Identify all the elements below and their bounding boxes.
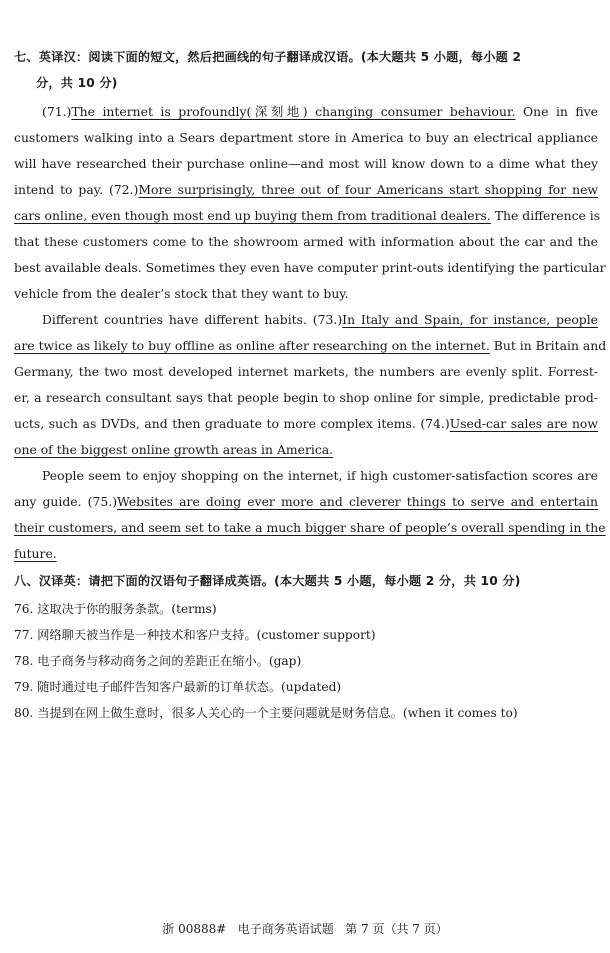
passage-line: are twice as likely to buy offline as online after researching on the internet. But in Britain and [14,338,607,353]
passage-line: er, a research consultant says that people begin to shop online for simple, predictable prod- [14,390,598,405]
question-76: 76. 这取决于你的服务条款。(terms) [14,602,217,616]
underlined-sentence-72: More surprisingly, three out of four Americans start shopping for new [138,182,599,197]
underlined-sentence-74: Used-car sales are now [449,416,598,431]
underlined-sentence-74-cont: one of the biggest online growth areas in America. [14,442,334,457]
section-7-heading-cont: 分，共 10 分) [36,76,118,90]
section-8-heading: 八、汉译英：请把下面的汉语句子翻译成英语。(本大题共 5 小题，每小题 2 分，共 10 分) [14,574,521,588]
passage-line: (71.)The internet is profoundly(深刻地) changing consumer behaviour. One in five [42,104,599,119]
question-77: 77. 网络聊天被当作是一种技术和客户支持。(customer support) [14,628,376,642]
underlined-sentence-75: Websites are doing ever more and cleverer things to serve and entertain [117,494,598,509]
page-footer: 浙 00888# 电子商务英语试题 第 7 页（共 7 页） [162,922,448,936]
underlined-sentence-75-end: future. [14,546,57,561]
passage-line: intend to pay. (72.)More surprisingly, three out of four Americans start shopping for new [14,182,599,197]
passage-line: cars online, even though most end up buying them from traditional dealers. The difference is [14,208,601,223]
passage-line: best available deals. Sometimes they even have computer print-outs identifying the particular [14,260,606,275]
underlined-sentence-75-cont: their customers, and seem set to take a much bigger share of people’s overall spending in the [14,520,606,535]
passage-line: ucts, such as DVDs, and then graduate to more complex items. (74.)Used-car sales are now [14,416,598,431]
passage-line: customers walking into a Sears department store in America to buy an electrical appliance [14,130,598,145]
passage-line: any guide. (75.)Websites are doing ever more and cleverer things to serve and entertain [14,494,598,509]
underlined-sentence-72-cont: cars online, even though most end up buying them from traditional dealers. [14,208,491,223]
passage-line [14,519,606,537]
passage-line: People seem to enjoy shopping on the internet, if high customer-satisfaction scores are [42,468,598,483]
passage-line: Germany, the two most developed internet markets, the numbers are evenly split. Forrest- [14,364,598,379]
passage-line: Different countries have different habits. (73.)In Italy and Spain, for instance, people [42,312,599,327]
question-80: 80. 当提到在网上做生意时，很多人关心的一个主要问题就是财务信息。(when it comes to) [14,706,518,720]
underlined-sentence-71: The internet is profoundly(深刻地) changing consumer behaviour. [71,104,516,119]
passage-line: vehicle from the dealer’s stock that they want to buy. [14,286,349,301]
underlined-sentence-73-cont: are twice as likely to buy offline as online after researching on the internet. [14,338,490,353]
question-79: 79. 随时通过电子邮件告知客户最新的订单状态。(updated) [14,680,342,694]
question-78: 78. 电子商务与移动商务之间的差距正在缩小。(gap) [14,654,302,668]
passage-line [14,545,598,563]
passage-line: will have researched their purchase online—and most will know down to a dime what they [14,156,598,171]
passage-line [14,441,598,459]
underlined-sentence-73: In Italy and Spain, for instance, people [342,312,599,327]
passage-line: that these customers come to the showroom armed with information about the car and the [14,234,598,249]
section-7-heading: 七、英译汉：阅读下面的短文，然后把画线的句子翻译成汉语。(本大题共 5 小题，每小题 2 [14,50,522,64]
